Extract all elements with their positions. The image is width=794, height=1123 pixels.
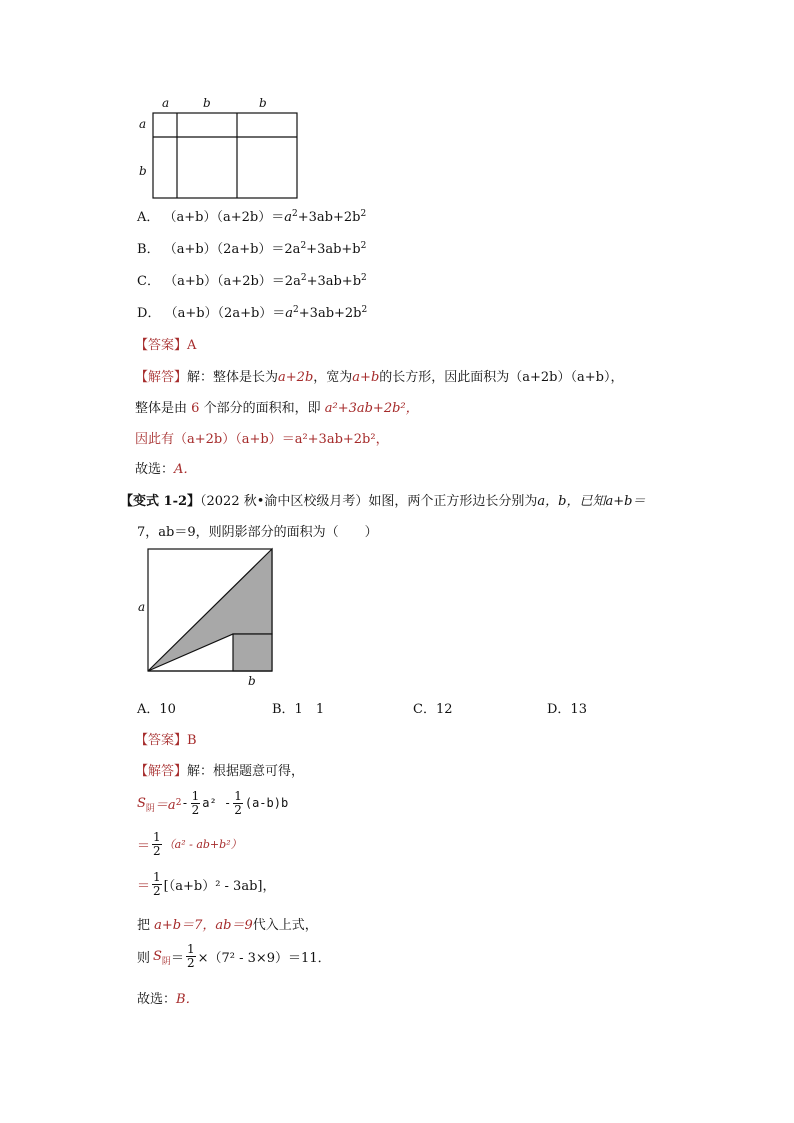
option-rhs-a: 2a [284, 242, 301, 257]
q1-option-c[interactable]: C． $(a+b)(a+2b)=2a^2+3ab+b^2$ [137, 273, 367, 289]
q2-stem-line2 [137, 521, 378, 540]
s-symbol: S [153, 948, 162, 964]
fig1-top-label-b2: b [259, 96, 267, 110]
solution-expression: a²+3ab+2b²， [324, 401, 419, 416]
solution-text: 把 [137, 918, 151, 933]
q2-option-b[interactable]: B．1 1 [272, 702, 325, 717]
solution-expression: ×（7² - 3×9）＝11． [197, 950, 331, 966]
q2-solution-line5 [137, 941, 331, 971]
s-subscript: 阴 [161, 956, 171, 967]
equals: ＝ [137, 838, 151, 854]
solution-choice: B． [176, 992, 199, 1007]
fig2-drawing [145, 546, 277, 674]
frac-den: 2 [234, 802, 242, 817]
option-lhs: （a+b）（2a+b）＝ [164, 306, 286, 321]
equals: ＝ [137, 878, 151, 894]
q1-option-d[interactable]: D． $(a+b)(2a+b)=a^2+3ab+2b^2$ [137, 305, 368, 321]
fraction-half [152, 871, 162, 898]
solution-text: 的长方形，因此面积为（a+2b）（a+b）， [379, 370, 624, 385]
option-exp: 2 [361, 273, 367, 283]
fig2-label-b: b [248, 674, 256, 688]
solution-text: 则 [137, 950, 151, 966]
option-exp: 2 [360, 241, 367, 251]
option-exp: 2 [300, 241, 307, 251]
frac-den: 2 [191, 802, 200, 817]
fraction-half [191, 790, 201, 817]
answer-tag: 【答案】 [135, 338, 188, 353]
option-rhs-b: +3ab+2b [297, 210, 361, 225]
option-rhs-b: +3ab+2b [298, 306, 362, 321]
solution-expression: [（a+b）² - 3ab]， [163, 878, 276, 894]
fraction-half [186, 943, 196, 970]
solution-expression: （a² - ab+b²） [163, 838, 242, 851]
option-lhs: （a+b）（a+2b）＝ [164, 274, 285, 289]
q1-solution-line4 [135, 458, 196, 477]
option-lhs: （a+b）（a+2b）＝ [163, 210, 285, 225]
solution-text: 解：整体是长为 [187, 370, 279, 385]
solution-width: a+b [352, 370, 380, 385]
q2-solution-line4 [137, 914, 318, 933]
equals: ＝ [170, 950, 184, 966]
question-text: 如图，两个正方形边长分别为 [368, 494, 538, 509]
option-exp: 2 [300, 273, 307, 283]
question-text: a+b＝ [605, 494, 646, 509]
q1-option-b[interactable]: B． $(a+b)(2a+b)=2a^2+3ab+b^2$ [137, 241, 367, 257]
frac-num: 1 [186, 941, 195, 956]
question-text: 7，ab＝9，则阴影部分的面积为（ ） [137, 525, 378, 540]
fig1-top-label-a: a [162, 96, 170, 110]
solution-expression: 因此有（a+2b）（a+b）＝a²+3ab+2b²， [135, 432, 389, 447]
option-lhs: （a+b）（2a+b）＝ [163, 242, 285, 257]
frac-den: 2 [153, 883, 161, 898]
option-rhs-a: 2a [284, 274, 301, 289]
solution-text: ，宽为 [313, 370, 353, 385]
frac-num: 1 [191, 788, 200, 803]
solution-text: 个部分的面积和，即 [203, 401, 321, 416]
equals-a: ＝a [154, 797, 176, 813]
frac-num: 1 [234, 788, 242, 803]
q1-solution-line2 [135, 397, 419, 416]
fig1-top-label-b1: b [203, 96, 211, 110]
solution-number: 6 [191, 401, 200, 416]
q2-solution-line1: S 阴 ＝a 2 - $\frac{1}{2}$ a² - $\frac{1}{2}$ (a-b)b [137, 788, 289, 817]
q2-answer [135, 729, 197, 748]
solution-text: 整体是由 [135, 401, 188, 416]
solution-choice: A． [174, 462, 197, 477]
fig2-label-a: a [138, 600, 146, 614]
q1-solution-line3 [135, 428, 389, 447]
solution-values: a+b＝7，ab＝9 [154, 918, 253, 933]
answer-value: B [187, 733, 197, 748]
q2-solution-end [137, 988, 199, 1007]
option-rhs-b: +3ab+b [306, 242, 361, 257]
q2-option-d[interactable]: D．13 [547, 702, 587, 717]
fraction-half [233, 790, 243, 817]
solution-text: 故选： [137, 992, 177, 1007]
frac-den: 2 [186, 955, 195, 970]
question-source: （2022 秋•渝中区校级月考） [200, 494, 369, 509]
solution-text: 解：根据题意可得， [187, 764, 305, 779]
frac-den: 2 [153, 843, 161, 858]
option-rhs-b: +3ab+b [306, 274, 362, 289]
q2-stem-line1 [120, 490, 645, 509]
option-rhs-a: a [284, 210, 292, 225]
option-exp: 2 [360, 209, 367, 219]
answer-tag: 【答案】 [135, 733, 188, 748]
fig1-rectangle-drawing [150, 110, 302, 202]
answer-value: A [187, 338, 197, 353]
q1-solution-line1 [135, 366, 623, 385]
q2-option-c[interactable]: C．12 [413, 702, 453, 717]
fig1-side-label-a: a [139, 117, 147, 131]
fraction-half [152, 831, 162, 858]
solution-length: a+2b [278, 370, 314, 385]
frac-num: 1 [153, 869, 161, 884]
term-a2: a² - [202, 796, 232, 810]
q2-option-a[interactable]: A．10 [137, 702, 176, 717]
question-text: a，b，已知 [537, 494, 606, 509]
option-letter: C [137, 274, 147, 289]
option-exp: 2 [293, 305, 299, 315]
frac-num: 1 [153, 829, 161, 844]
option-letter: B [137, 242, 147, 257]
term-ab: (a-b)b [244, 796, 289, 810]
option-letter: D [137, 306, 148, 321]
q1-option-a[interactable]: A． $(a+b)(a+2b)=a^2+3ab+2b^2$ [137, 209, 367, 225]
solution-tag: 【解答】 [135, 370, 188, 385]
s-subscript: 阴 [145, 803, 155, 814]
solution-text: 代入上式， [252, 918, 318, 933]
option-rhs-a: a [285, 306, 294, 321]
solution-text: 故选： [135, 462, 175, 477]
q2-solution-line2 [137, 829, 242, 859]
option-exp: 2 [292, 209, 298, 219]
s-symbol: S [137, 795, 146, 811]
option-exp: 2 [361, 305, 368, 315]
fig1-side-label-b: b [139, 164, 147, 178]
q2-solution-intro [135, 760, 304, 779]
q2-solution-line3 [137, 869, 275, 899]
question-tag: 【变式 1-2】 [120, 494, 201, 509]
minus-sign: - [181, 796, 189, 810]
solution-tag: 【解答】 [135, 764, 188, 779]
option-letter: A [137, 210, 147, 225]
q1-answer [135, 334, 196, 353]
